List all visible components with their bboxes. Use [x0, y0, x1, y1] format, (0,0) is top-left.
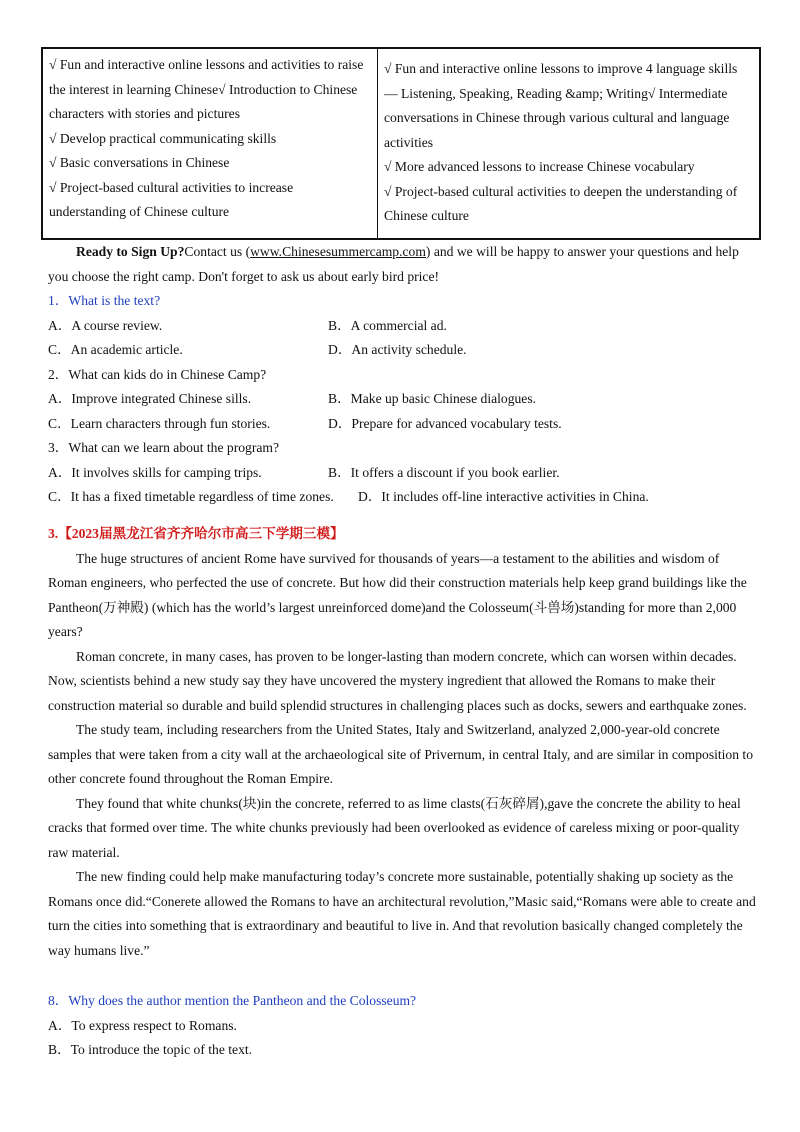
passage-paragraph: Roman concrete, in many cases, has proven to be longer-lasting than modern concrete, which can worsen within decades. Now, scientists behind a new study say they have uncovered the mystery ingredient that allowed the Romans to make their construction material so durable and build splendid structures in challenging places such as docks, sewers and earthquake zones.: [48, 648, 747, 713]
answer-option: C．It has a fixed timetable regardless of time zones.: [48, 489, 334, 504]
signup-lead: Ready to Sign Up?: [76, 244, 185, 259]
answer-option: A．It involves skills for camping trips.: [48, 464, 262, 480]
table-cell-line: √ Project-based cultural activities to increase understanding of Chinese culture: [49, 179, 294, 219]
answer-option: A．A course review.: [48, 317, 163, 333]
answer-option: B．It offers a discount if you book earlier.: [328, 464, 560, 480]
course-features-table: [41, 47, 761, 240]
answer-option: D．Prepare for advanced vocabulary tests.: [328, 415, 562, 431]
table-cell-line: √ Develop practical communicating skills: [49, 130, 277, 146]
answer-option: A．Improve integrated Chinese sills.: [48, 391, 252, 406]
signup-paragraph: [48, 240, 760, 289]
signup-text-1: Contact us (: [184, 244, 251, 259]
passage-heading: 3.【2023届黑龙江省齐齐哈尔市高三下学期三模】: [48, 526, 344, 541]
passage-paragraph: The huge structures of ancient Rome have survived for thousands of years—a testament to the abilities and wisdom of Roman engineers, who perfected the use of concrete. But how did their construction materials help keep grand buildings like the Pantheon(万神殿) (which has the world’s largest unreinforced dome)and the Colosseum(斗兽场)standing for more than 2,000 years?: [48, 550, 747, 639]
option-row: [48, 314, 760, 339]
camp-website-link[interactable]: www.Chinesesummercamp.com: [250, 244, 426, 259]
table-cell-line: √ Project-based cultural activities to deepen the understanding of Chinese culture: [384, 183, 738, 223]
answer-option: B．Make up basic Chinese dialogues.: [328, 391, 537, 406]
question-stem: 8．Why does the author mention the Pantheon and the Colosseum?: [48, 993, 417, 1008]
option-row: [48, 338, 760, 363]
option-row: [48, 387, 760, 412]
table-cell-line: √ Fun and interactive online lessons to improve 4 language skills — Listening, Speaking, Reading &amp; Writing√ Intermediate conversations in Chinese through various cultural and language activities: [384, 61, 738, 150]
reading-passage: [48, 522, 760, 963]
table-column-left: [43, 49, 378, 238]
option-row: [48, 461, 760, 486]
table-cell-line: √ Basic conversations in Chinese: [49, 155, 230, 170]
answer-option: A．To express respect to Romans.: [48, 1017, 237, 1033]
answer-option: B．To introduce the topic of the text.: [48, 1042, 253, 1057]
passage-paragraph: They found that white chunks(块)in the concrete, referred to as lime clasts(石灰碎屑),gave the concrete the ability to heal cracks that formed over time. The white chunks previously had been overlooked as evidence of careless mixing or poor-quality raw material.: [48, 795, 741, 860]
option-row: [48, 412, 760, 437]
passage-paragraph: The study team, including researchers from the United States, Italy and Switzerland, analyzed 2,000-year-old concrete samples that were taken from a city wall at the archaeological site of Privernum, in central Italy, and are similar in composition to other concrete found throughout the Roman Empire.: [48, 722, 754, 786]
question-stem: 2．What can kids do in Chinese Camp?: [48, 366, 267, 382]
signup-text-2: ) and we will be happy to answer your questions and help you choose the right camp. Don't forget to ask us about early bird price!: [48, 244, 739, 284]
answer-option: D．It includes off-line interactive activities in China.: [358, 489, 649, 504]
passage-paragraph: The new finding could help make manufacturing today’s concrete more sustainable, potentially shaking up society as the Romans once did.“Conerete allowed the Romans to have an architectural revolution,”Masic said,“Romans were able to create and turn the cities into something that is extraordinary and beautiful to live in. And that revolution basically changed completely the way humans live.”: [48, 869, 756, 958]
answer-option: C．An academic article.: [48, 342, 183, 357]
table-cell-line: √ Fun and interactive online lessons and activities to raise the interest in learning Chinese√ Introduction to Chinese characters with stories and pictures: [49, 57, 364, 121]
table-cell-line: √ More advanced lessons to increase Chinese vocabulary: [384, 159, 695, 174]
question-8-block: [48, 989, 760, 1063]
question-block: [48, 289, 760, 510]
answer-option: C．Learn characters through fun stories.: [48, 415, 271, 431]
answer-option: B．A commercial ad.: [328, 317, 447, 333]
question-stem: 1．What is the text?: [48, 293, 161, 308]
table-column-right: [378, 49, 759, 238]
answer-option: D．An activity schedule.: [328, 342, 467, 357]
question-stem: 3．What can we learn about the program?: [48, 440, 279, 455]
option-row: [48, 485, 760, 510]
